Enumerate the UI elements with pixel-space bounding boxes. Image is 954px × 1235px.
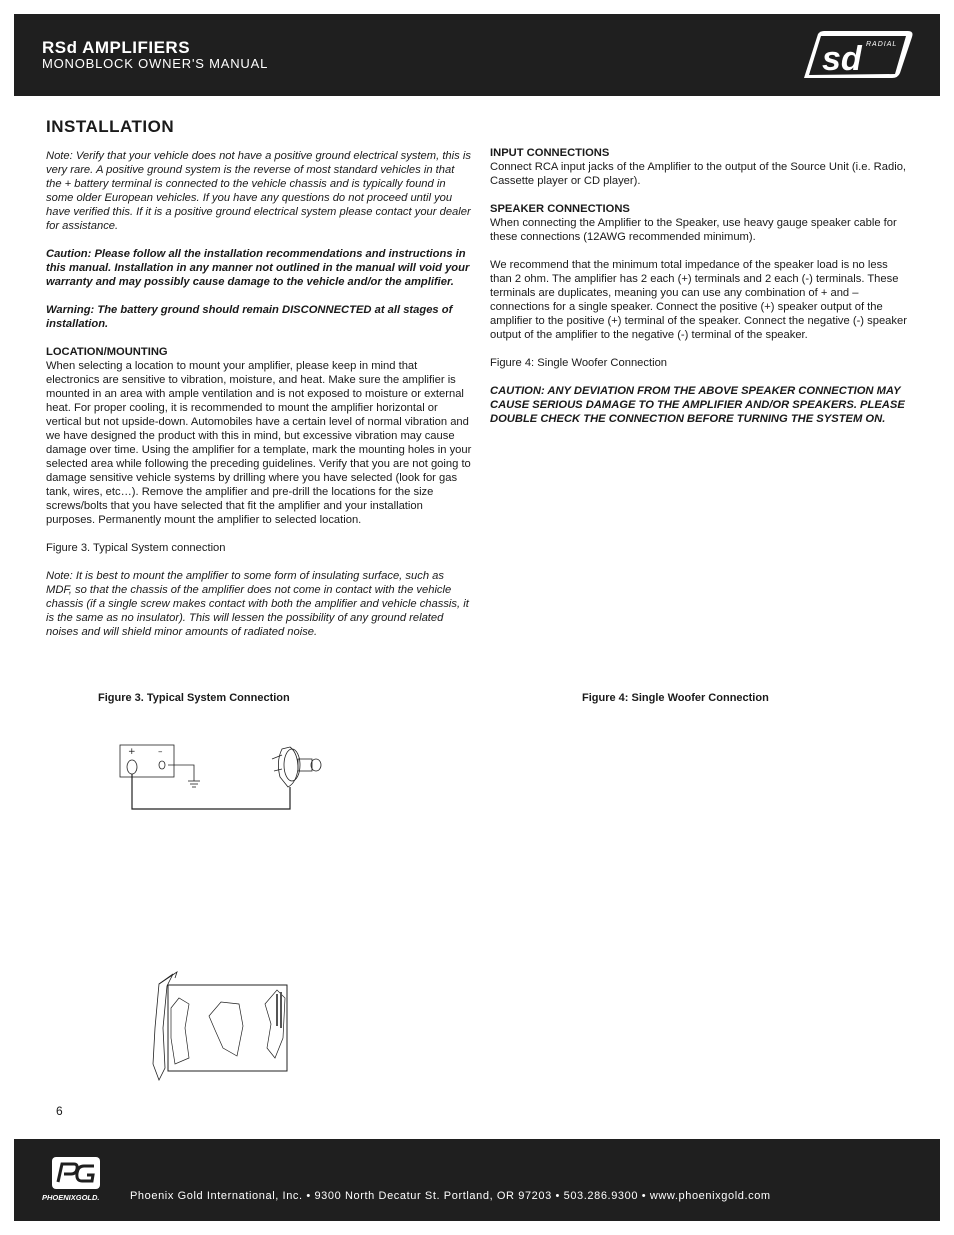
input-body: Connect RCA input jacks of the Amplifier to the output of the Source Unit (i.e. Radio, Cassette player or CD player).	[490, 161, 907, 187]
section-title-installation: INSTALLATION	[46, 117, 175, 136]
radial-sd-logo	[796, 30, 914, 80]
figure3-reference: Figure 3. Typical System connection	[46, 542, 226, 554]
battery-plus-label: +	[128, 747, 136, 757]
mounting-diagram	[145, 968, 295, 1088]
caution-speaker-connection: CAUTION: ANY DEVIATION FROM THE ABOVE SPEAKER CONNECTION MAY CAUSE SERIOUS DAMAGE TO THE AMPLIFIER AND/OR SPEAKERS. PLEASE DOUBLE CHECK THE CONNECTION BEFORE TURNING THE SYSTEM ON.	[490, 385, 905, 425]
left-column	[46, 149, 472, 653]
logo-radial-text: RADIAL	[866, 41, 898, 48]
input-connections-section	[490, 146, 910, 188]
figure3-caption: Figure 3. Typical System Connection	[98, 692, 290, 704]
figure4-reference: Figure 4: Single Woofer Connection	[490, 357, 668, 369]
speaker-connections-section	[490, 202, 910, 244]
location-mounting-section	[46, 345, 472, 527]
footer-brand-text: PHOENIXGOLD.	[42, 1193, 100, 1202]
phoenix-gold-logo	[40, 1157, 122, 1203]
negative-terminal-icon	[159, 761, 165, 769]
speaker-icon	[272, 747, 321, 787]
power-wire-line	[132, 774, 290, 809]
amplifier-outline	[168, 985, 287, 1071]
page-number: 6	[56, 1104, 63, 1118]
note-positive-ground: Note: Verify that your vehicle does not have a positive ground electrical system, this is very rare. A positive ground system is the reverse of most standard vehicles in that the + battery terminal is connected to the vehicle chassis and is typically found in some older European vehicles. If you have any questions do not proceed until you have verified this. If it is a positive ground electrical system please contact your dealer for assistance.	[46, 150, 471, 232]
warning-battery-ground: Warning: The battery ground should remain DISCONNECTED at all stages of installation.	[46, 304, 453, 330]
battery-minus-label: –	[158, 747, 163, 757]
header-bar	[14, 14, 940, 96]
ground-symbol-icon	[188, 781, 200, 787]
location-body: When selecting a location to mount your amplifier, please keep in mind that electronics are sensitive to vibration, moisture, and heat. Make sure the amplifier is mounted in an area with ample ventilation and is not exposed to moisture or external heat. For proper cooling, it is recommended to mount the amplifier horizontal or vertical but not upside-down. Automobiles have a certain level of normal vibration and we have designed the product with this in mind, but excessive vibration may cause damage over time. Using the amplifier for a template, mark the mounting holes in your selected area while following the preceding guidelines. Verify that you are not going to damage sensitive vehicle systems by drilling where you have selected (look for gas tank, wires, etc…). Remove the amplifier and pre-drill the locations for the size screws/bolts that you have selected that fit the amplifier and your installation purposes. Permanently mount the amplifier to selected location.	[46, 360, 472, 526]
note-insulating-surface: Note: It is best to mount the amplifier to some form of insulating surface, such as MDF, so that the chassis of the amplifier does not come in contact with the vehicle chassis (if a single screw makes contact with both the amplifier and vehicle chassis, it is the same as no insulator). This will lessen the possibility of any ground related noises and will shield minor amounts of radiated noise.	[46, 570, 469, 638]
speaker-heading: SPEAKER CONNECTIONS	[490, 203, 630, 215]
footer-address: Phoenix Gold International, Inc. • 9300 North Decatur St. Portland, OR 97203 • 503.286.9300 • www.phoenixgold.com	[130, 1190, 771, 1202]
figure3-diagram	[110, 735, 340, 825]
footer-bar	[14, 1139, 940, 1221]
location-heading: LOCATION/MOUNTING	[46, 346, 168, 358]
input-heading: INPUT CONNECTIONS	[490, 147, 610, 159]
positive-terminal-icon	[127, 760, 137, 774]
speaker-body-1: When connecting the Amplifier to the Speaker, use heavy gauge speaker cable for these connections (12AWG recommended minimum).	[490, 217, 897, 243]
doc-subtitle: MONOBLOCK OWNER'S MANUAL	[42, 56, 269, 71]
logo-sd-text: sd	[822, 40, 862, 78]
right-column	[490, 146, 910, 440]
caution-installation: Caution: Please follow all the installation recommendations and instructions in this manual. Installation in any manner not outlined in the manual will void your warranty and may possibly cause damage to the vehicle and/or the amplifier.	[46, 248, 470, 288]
figure4-caption: Figure 4: Single Woofer Connection	[582, 692, 769, 704]
ground-wire-line	[168, 765, 194, 781]
doc-title: RSd AMPLIFIERS	[42, 38, 191, 57]
speaker-body-2: We recommend that the minimum total impedance of the speaker load is no less than 2 ohm. The amplifier has 2 each (+) terminals and 2 each (-) terminals. These terminals are duplicates, meaning you can use any combination of + and – connections for a single speaker. Connect the positive (+) speaker output of the amplifier to the positive (+) terminal of the speaker. Connect the negative (-) speaker output of the amplifier to the negative (-) terminal of the speaker.	[490, 259, 907, 341]
